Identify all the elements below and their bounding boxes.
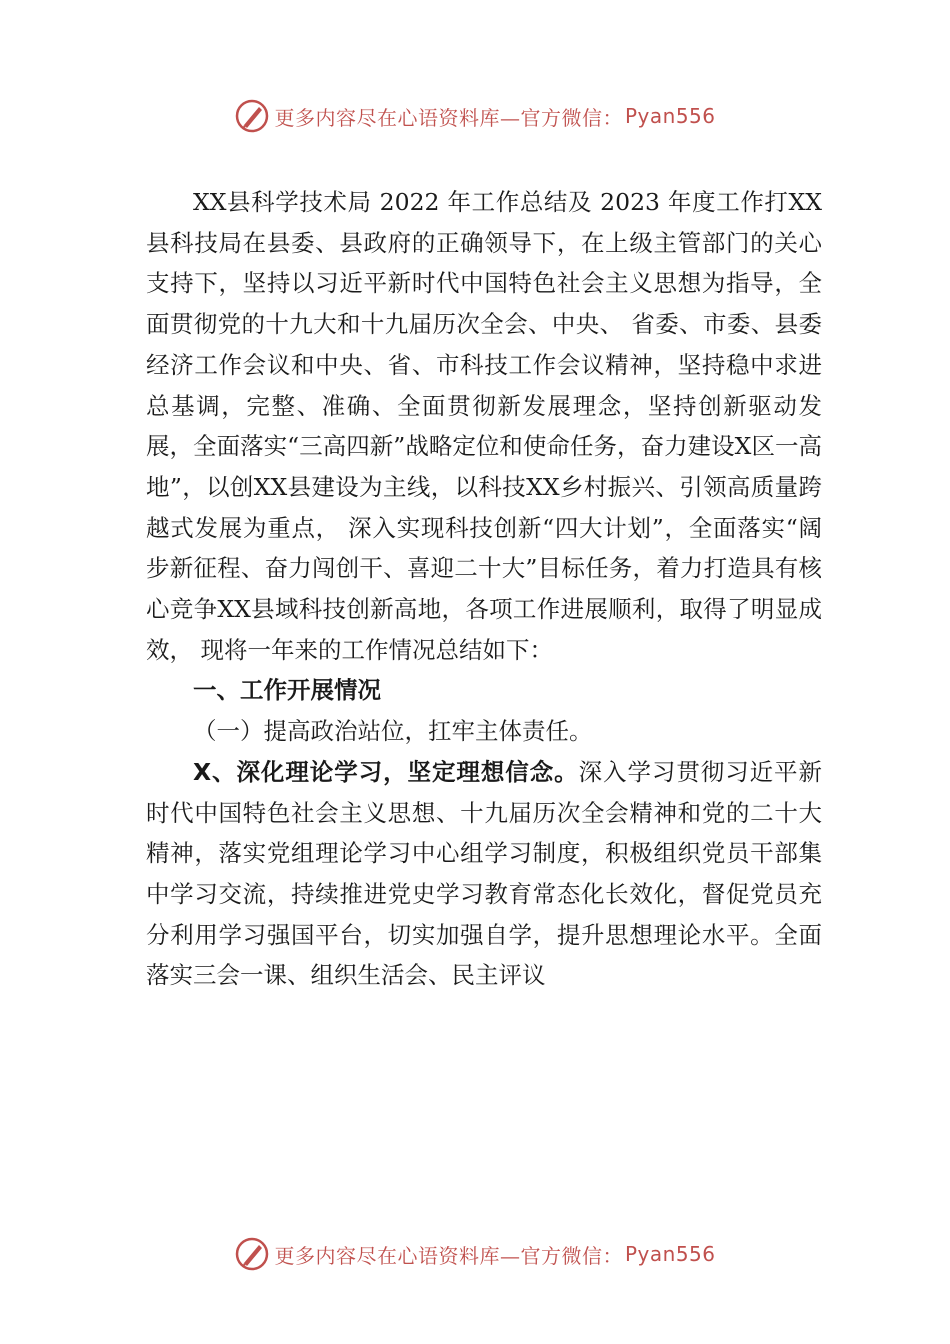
- document-body: [146, 182, 822, 996]
- watermark-wechat-id: Pyan556: [624, 104, 716, 128]
- subsection-heading: （一）提高政治站位，扛牢主体责任。: [193, 717, 593, 746]
- watermark-text: 更多内容尽在心语资料库—官方微信：: [274, 1243, 623, 1268]
- item-body: 深入学习贯彻习近平新时代中国特色社会主义思想、十九届历次全会精神和党的二十大精神，落实党组理论学习中心组学习制度，积极组织党员干部集中学习交流，持续推进党史学习教育常态化长效化，督促党员充分利用学习强国平台，切实加强自学，提升思想理论水平。全面落实三会一课、组织生活会、民主评议: [146, 757, 822, 990]
- pen-logo-icon: [234, 1236, 270, 1272]
- watermark-text: 更多内容尽在心语资料库—官方微信：: [274, 105, 623, 130]
- item-paragraph: [146, 752, 822, 996]
- footer-watermark: [0, 1234, 950, 1274]
- watermark-wechat-id: Pyan556: [624, 1242, 716, 1266]
- pen-logo-icon: [234, 98, 270, 134]
- item-lead: X、深化理论学习，坚定理想信念。: [193, 757, 579, 786]
- intro-paragraph: XX县科学技术局 2022 年工作总结及 2023 年度工作打XX县科技局在县委、县政府的正确领导下，在上级主管部门的关心支持下，坚持以习近平新时代中国特色社会主义思想为指导，全面贯彻党的十九大和十九届历次全会、中央、 省委、市委、县委经济工作会议和中央、省、市科技工作会议精神，坚持稳中求进总基调，完整、准确、全面贯彻新发展理念，坚持创新驱动发展，全面落实“三高四新”战略定位和使命任务，奋力建设X区一高地”，以创XX县建设为主线，以科技XX乡村振兴、引领高质量跨越式发展为重点， 深入实现科技创新“四大计划”，全面落实“阔步新征程、奋力闯创干、喜迎二十大”目标任务，着力打造具有核心竞争XX县域科技创新高地，各项工作进展顺利，取得了明显成效， 现将一年来的工作情况总结如下：: [146, 188, 822, 664]
- section-heading: 一、工作开展情况: [193, 676, 381, 705]
- header-watermark: [0, 96, 950, 136]
